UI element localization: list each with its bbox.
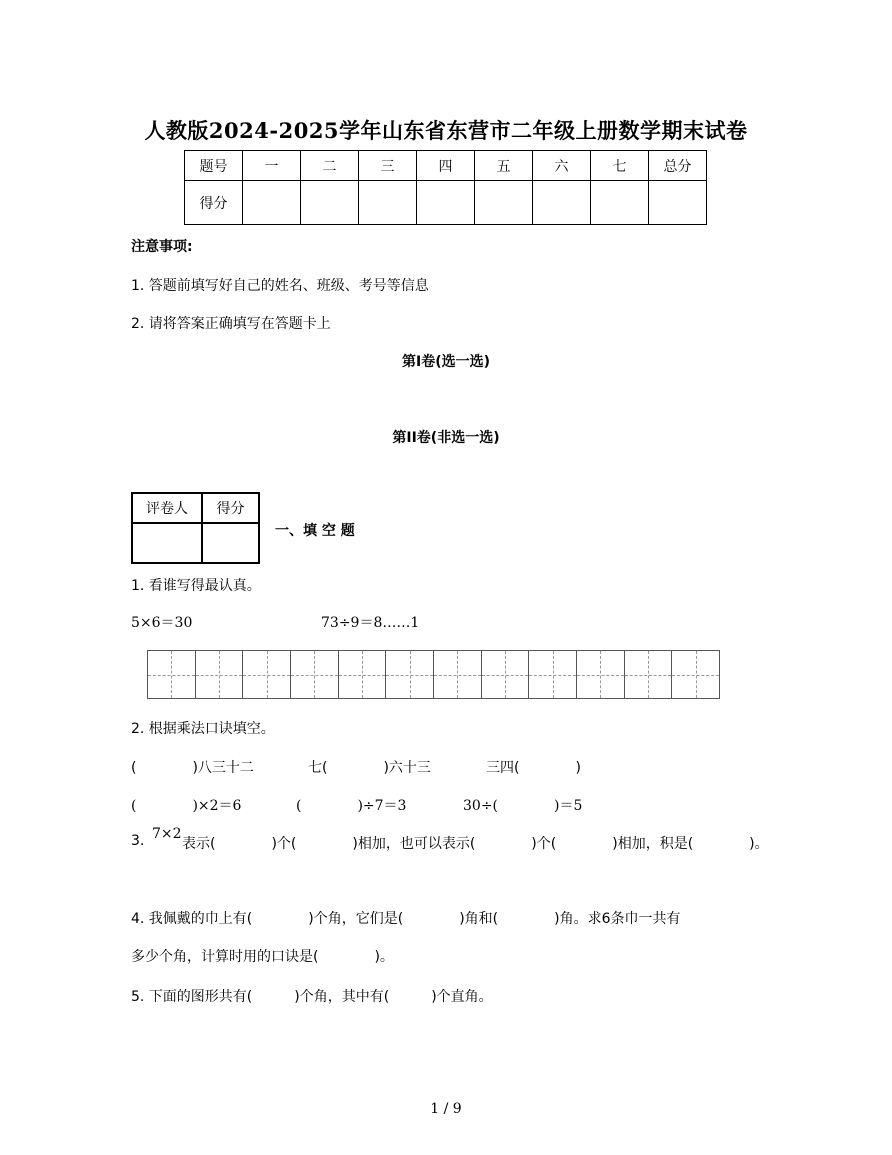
score-cell [417,181,475,225]
fill-blank-item: ( )八三十二 [131,760,254,776]
grid-cell[interactable] [625,651,673,698]
score-row-label: 得分 [185,181,243,225]
grid-cell[interactable] [196,651,244,698]
score-header-cell: 六 [533,151,591,181]
question-1: 1. 看谁写得最认真。 [131,578,261,594]
question-3-expression: 7×2 [152,826,182,842]
page-number: 1 / 9 [430,1101,462,1117]
fill-blank-item: ( )÷7＝3 [296,798,407,814]
score-header-cell: 题号 [185,151,243,181]
grader-score-label: 得分 [202,493,259,523]
score-header-cell: 总分 [649,151,707,181]
question-3-number: 3. [131,833,145,849]
question-2: 2. 根据乘法口诀填空。 [131,721,275,737]
section-title: 一、填 空 题 [275,523,355,539]
score-header-cell: 一 [243,151,301,181]
grader-table [131,492,260,564]
score-cell [243,181,301,225]
document-title: 人教版2024-2025学年山东省东营市二年级上册数学期末试卷 [144,118,748,143]
score-table [184,150,707,225]
fill-blank-item: ( )×2＝6 [131,798,242,814]
grid-cell[interactable] [339,651,387,698]
fill-blank-item: 30÷( )＝5 [463,798,583,814]
grid-cell[interactable] [148,651,196,698]
example-equation: 73÷9＝8……1 [321,615,420,631]
grid-cell[interactable] [243,651,291,698]
grid-cell[interactable] [672,651,719,698]
grid-cell[interactable] [529,651,577,698]
grader-cell [202,523,259,563]
note-item: 2. 请将答案正确填写在答题卡上 [131,316,331,332]
grid-cell[interactable] [434,651,482,698]
score-cell [475,181,533,225]
note-item: 1. 答题前填写好自己的姓名、班级、考号等信息 [131,278,429,294]
score-cell [591,181,649,225]
score-header-cell: 五 [475,151,533,181]
question-4: 4. 我佩戴的巾上有( )个角，它们是( )角和( )角。求6条巾一共有 [131,911,681,927]
question-3: 表示( )个( )相加，也可以表示( )个( )相加，积是( )。 [182,836,769,852]
score-cell [359,181,417,225]
writing-grid[interactable] [147,650,720,699]
grid-cell[interactable] [386,651,434,698]
fill-blank-item: 七( )六十三 [308,760,431,776]
fill-blank-item: 三四( ) [486,760,581,776]
grid-cell[interactable] [482,651,530,698]
notes-heading: 注意事项: [131,239,193,255]
grid-cell[interactable] [291,651,339,698]
grader-label: 评卷人 [132,493,202,523]
score-header-cell: 七 [591,151,649,181]
score-cell [301,181,359,225]
grid-cell[interactable] [577,651,625,698]
part2-heading: 第II卷(非选一选) [392,430,500,446]
example-equation: 5×6＝30 [131,615,193,631]
score-header-cell: 三 [359,151,417,181]
score-header-cell: 二 [301,151,359,181]
grader-cell [132,523,202,563]
question-5: 5. 下面的图形共有( )个角，其中有( )个直角。 [131,989,493,1005]
score-header-cell: 四 [417,151,475,181]
question-4-continued: 多少个角，计算时用的口诀是( )。 [131,949,394,965]
score-cell [533,181,591,225]
score-cell [649,181,707,225]
part1-heading: 第I卷(选一选) [401,354,490,370]
